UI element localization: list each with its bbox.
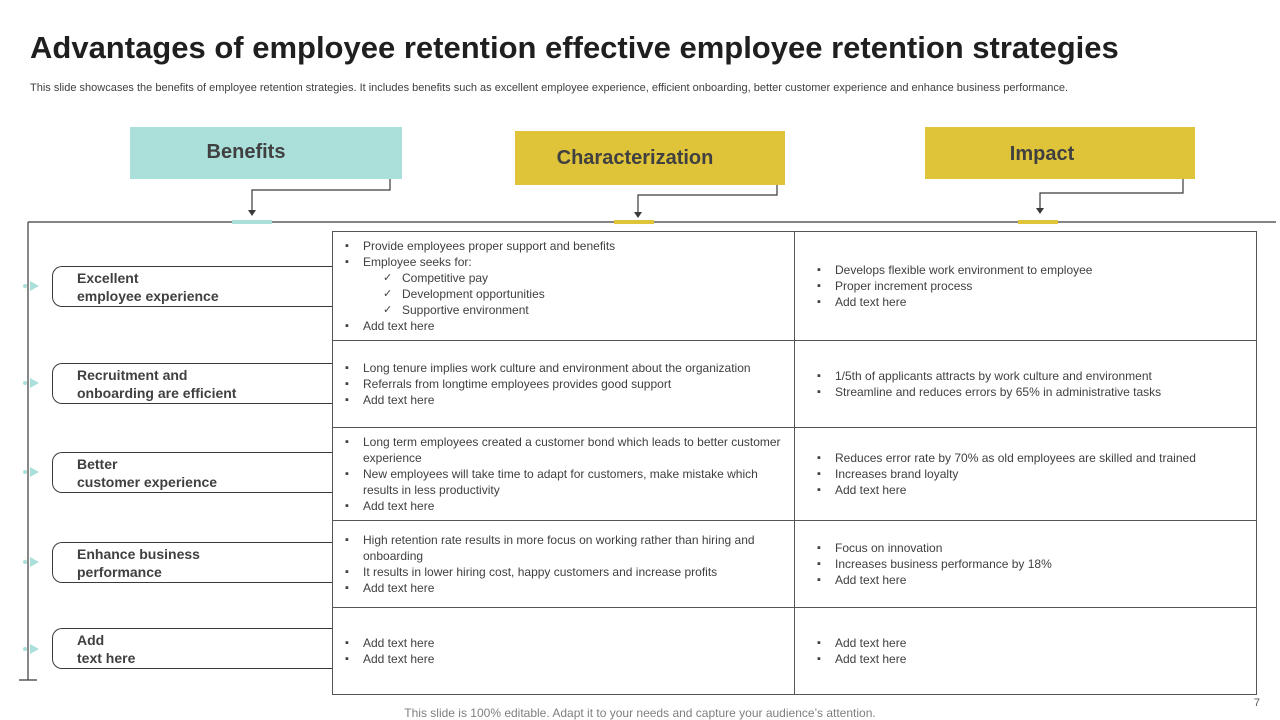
row-3-impact bbox=[795, 428, 1257, 521]
impact-arrowhead bbox=[1036, 208, 1044, 214]
slide-footer: This slide is 100% editable. Adapt it to your needs and capture your audience’s attention. bbox=[404, 706, 876, 720]
table-row bbox=[333, 521, 1257, 608]
benefit-pill-2 bbox=[52, 363, 333, 404]
table-row bbox=[333, 428, 1257, 521]
row-5-characterization bbox=[333, 608, 795, 695]
spine-arrow-4 bbox=[23, 557, 39, 567]
list-item: ▪ Add text here bbox=[815, 572, 1246, 588]
table-row bbox=[333, 341, 1257, 428]
list-item: ▪ Increases business performance by 18% bbox=[815, 556, 1246, 572]
slide-title: Advantages of employee retention effective employee retention strategies bbox=[30, 30, 1119, 65]
header-characterization-label: Characterization bbox=[556, 146, 714, 169]
slide-subtitle: This slide showcases the benefits of employee retention strategies. It includes benefits such as excellent employee experience, efficient onboarding, better customer experience and enhance business performance. bbox=[30, 82, 1069, 94]
list-item: ▪ Long term employees created a customer bond which leads to better customer experience bbox=[343, 434, 784, 466]
list-item: ▪ New employees will take time to adapt for customers, make mistake which results in less productivity bbox=[343, 466, 784, 498]
page-number: 7 bbox=[1253, 697, 1260, 709]
characterization-marker bbox=[614, 220, 654, 224]
list-item: ▪ Streamline and reduces errors by 65% in administrative tasks bbox=[815, 384, 1246, 400]
list-item: ▪ Provide employees proper support and benefits bbox=[343, 238, 784, 254]
benefit-2-line2: onboarding are efficient bbox=[77, 384, 237, 401]
list-item: ▪ Add text here bbox=[343, 580, 784, 596]
list-item: ▪ It results in lower hiring cost, happy customers and increase profits bbox=[343, 564, 784, 580]
list-item bbox=[343, 254, 784, 318]
header-benefits bbox=[130, 127, 402, 179]
retention-table bbox=[332, 231, 1257, 695]
list-item: ▪ Increases brand loyalty bbox=[815, 466, 1246, 482]
header-benefits-label: Benefits bbox=[206, 140, 286, 163]
benefits-marker bbox=[232, 220, 272, 224]
sub-list-item: ✓ Competitive pay bbox=[363, 270, 784, 286]
row-4-impact bbox=[795, 521, 1257, 608]
table-row bbox=[333, 232, 1257, 341]
spine-arrow-2 bbox=[23, 378, 39, 388]
list-item: ▪ Develops flexible work environment to employee bbox=[815, 262, 1246, 278]
list-item: ▪ Add text here bbox=[343, 651, 784, 667]
benefit-pill-5 bbox=[52, 628, 333, 669]
benefit-3-line2: customer experience bbox=[77, 473, 218, 490]
benefits-arrowhead bbox=[248, 210, 256, 216]
row-4-characterization bbox=[333, 521, 795, 608]
spine-arrow-3 bbox=[23, 467, 39, 477]
benefit-4-line2: performance bbox=[77, 563, 162, 580]
sub-list-item: ✓ Development opportunities bbox=[363, 286, 784, 302]
benefit-1-line1: Excellent bbox=[77, 269, 139, 286]
list-item: ▪ Long tenure implies work culture and environment about the organization bbox=[343, 360, 784, 376]
benefit-pill-1 bbox=[52, 266, 333, 307]
list-item: ▪ Add text here bbox=[815, 635, 1246, 651]
benefit-2-line1: Recruitment and bbox=[77, 366, 188, 383]
benefit-5-line2: text here bbox=[77, 649, 136, 666]
list-item: ▪ Reduces error rate by 70% as old employees are skilled and trained bbox=[815, 450, 1246, 466]
list-item: ▪ Focus on innovation bbox=[815, 540, 1246, 556]
benefit-pill-3 bbox=[52, 452, 333, 493]
benefit-3-line1: Better bbox=[77, 455, 118, 472]
row-3-characterization bbox=[333, 428, 795, 521]
list-item: ▪ Add text here bbox=[815, 482, 1246, 498]
spine-arrow-1 bbox=[23, 281, 39, 291]
benefit-1-line2: employee experience bbox=[77, 287, 219, 304]
table-row bbox=[333, 608, 1257, 695]
row-5-impact bbox=[795, 608, 1257, 695]
list-item: ▪ Proper increment process bbox=[815, 278, 1246, 294]
impact-marker bbox=[1018, 220, 1058, 224]
row-2-characterization bbox=[333, 341, 795, 428]
row-1-characterization bbox=[333, 232, 795, 341]
list-item: ▪ Add text here bbox=[815, 294, 1246, 310]
list-item: ▪ High retention rate results in more focus on working rather than hiring and onboarding bbox=[343, 532, 784, 564]
list-item: ▪ Add text here bbox=[343, 318, 784, 334]
list-item: ▪ Add text here bbox=[343, 498, 784, 514]
header-characterization bbox=[515, 131, 785, 185]
row-1-impact bbox=[795, 232, 1257, 341]
list-item: ▪ Referrals from longtime employees provides good support bbox=[343, 376, 784, 392]
sub-list-item: ✓ Supportive environment bbox=[363, 302, 784, 318]
benefit-pill-4 bbox=[52, 542, 333, 583]
header-impact bbox=[925, 127, 1195, 179]
list-item: ▪ Add text here bbox=[343, 392, 784, 408]
spine-arrow-5 bbox=[23, 644, 39, 654]
header-impact-label: Impact bbox=[1009, 142, 1075, 165]
list-item-text: Employee seeks for: bbox=[363, 255, 472, 269]
list-item: ▪ Add text here bbox=[815, 651, 1246, 667]
characterization-arrowhead bbox=[634, 212, 642, 218]
list-item: ▪ 1/5th of applicants attracts by work culture and environment bbox=[815, 368, 1246, 384]
list-item: ▪ Add text here bbox=[343, 635, 784, 651]
row-2-impact bbox=[795, 341, 1257, 428]
benefit-5-line1: Add bbox=[77, 631, 105, 648]
benefit-4-line1: Enhance business bbox=[77, 545, 200, 562]
